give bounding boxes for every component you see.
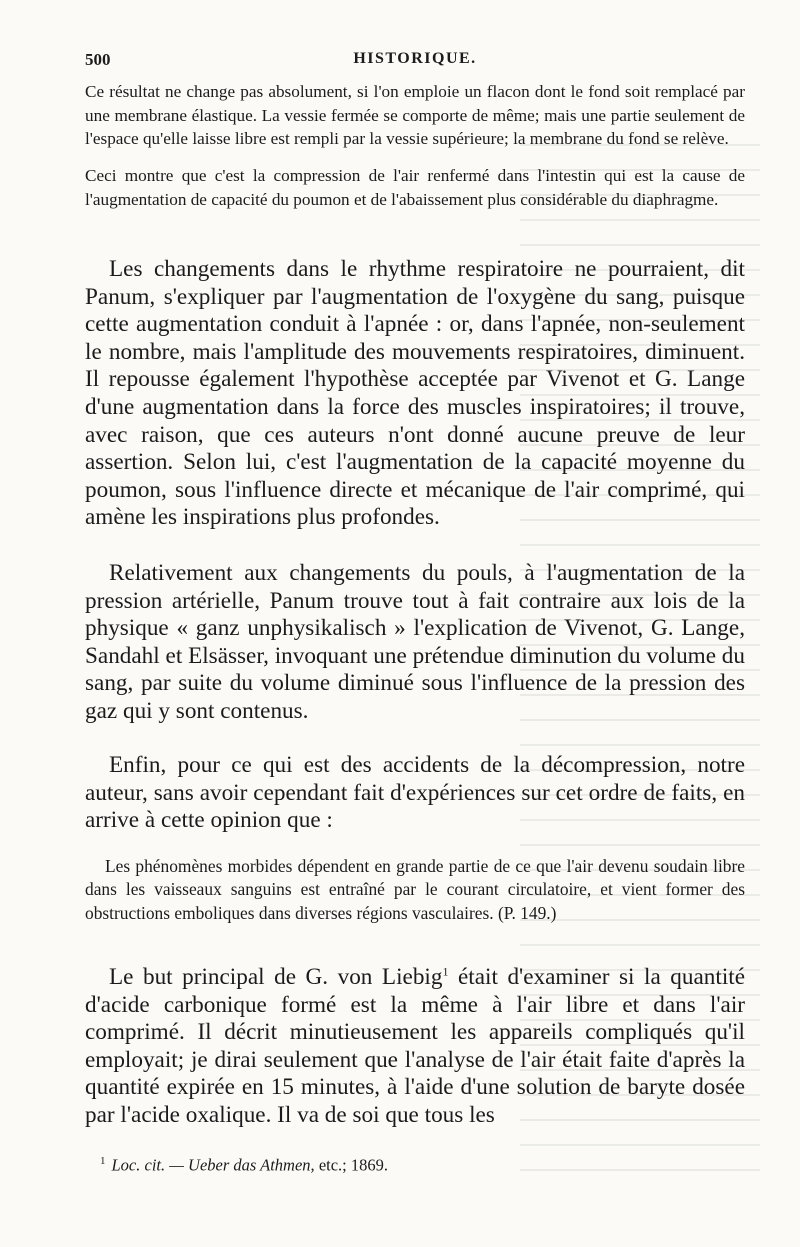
paragraph-4-rest: était d'examiner si la quantité d'acide carbonique formé est la même à l'air libre et dans l'air comprimé. Il décrit minutieusement les appareils compliqués qu'il employait; je dirai seulement que l'analyse de l'air était faite d'après la quantité expirée en 15 minutes, à l'aide d'une solution de baryte dosée par l'acide oxalique. Il va de soi que tous les xyxy=(85,964,745,1128)
page-header xyxy=(85,50,745,72)
paragraph-4-start: Le but principal de G. von Liebig xyxy=(109,964,443,990)
body-paragraph-2: Relativement aux changements du pouls, à l'augmentation de la pression artérielle, Panum trouve tout à fait contraire aux lois de la physique « ganz unphysikalisch » l'explication de Vivenot, G. Lange, Sandahl et Elsässer, invoquant une prétendue diminution du volume du sang, par suite du volume diminué sous l'influence de la pression des gaz qui y sont contenus. xyxy=(85,560,745,724)
footnote-citation: Loc. cit. — Ueber das Athmen, xyxy=(111,1155,315,1175)
body-paragraph-3: Enfin, pour ce qui est des accidents de la décompression, notre auteur, sans avoir cependant fait d'expériences sur cet ordre de faits, en arrive à cette opinion que : xyxy=(85,752,745,834)
footnote-rest: etc.; 1869. xyxy=(314,1155,389,1175)
running-title: HISTORIQUE. xyxy=(353,50,477,67)
page-number: 500 xyxy=(85,50,111,69)
small-paragraph-1: Ce résultat ne change pas absolument, si l'on emploie un flacon dont le fond soit remplacé par une membrane élastique. La vessie fermée se comporte de même; mais une partie seulement de l'espace qu'elle laisse libre est rempli par la vessie supérieure; la membrane du fond se relève. xyxy=(85,82,745,148)
footnote-mark: 1 xyxy=(100,1155,106,1167)
small-paragraph-2: Ceci montre que c'est la compression de l'air renfermé dans l'intestin qui est la cause de l'augmentation de capacité du poumon et de l'abaissement plus considérable du diaphragme. xyxy=(85,166,745,209)
footnote xyxy=(100,1150,740,1177)
body-paragraph-4 xyxy=(85,964,745,1130)
block-quote: Les phénomènes morbides dépendent en grande partie de ce que l'air devenu soudain libre dans les vaisseaux sanguins est entraîné par le courant circulatoire, et vient former des obstructions emboliques dans diverses régions vasculaires. (P. 149.) xyxy=(85,856,745,923)
body-paragraph-1: Les changements dans le rhythme respiratoire ne pourraient, dit Panum, s'expliquer par l'augmentation de l'oxygène du sang, puisque cette augmentation conduit à l'apnée : or, dans l'apnée, non-seulement le nombre, mais l'amplitude des mouvements respiratoires, diminuent. Il repousse également l'hypothèse acceptée par Vivenot et G. Lange d'une augmentation dans la force des muscles inspiratoires; il trouve, avec raison, que ces auteurs n'ont donné aucune preuve de leur assertion. Selon lui, c'est l'augmentation de la capacité moyenne du poumon, sous l'influence directe et mécanique de l'air comprimé, qui amène les inspirations plus profondes. xyxy=(85,256,745,531)
footnote-reference: 1 xyxy=(442,964,449,979)
